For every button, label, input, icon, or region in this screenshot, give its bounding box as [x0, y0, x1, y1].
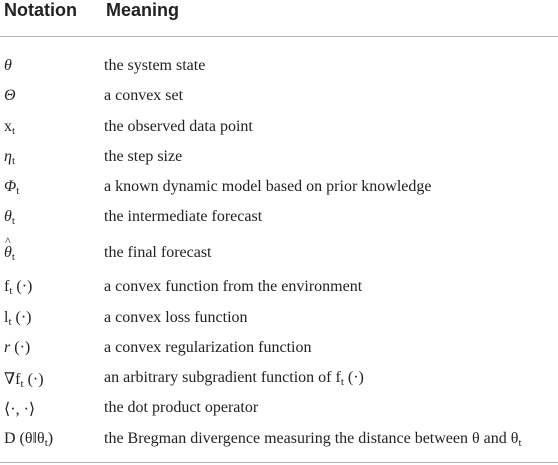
table-row — [0, 369, 558, 395]
meaning-cell: a convex set — [104, 87, 184, 104]
notation-cell — [4, 244, 15, 262]
symbol-args: (·) — [23, 371, 44, 388]
table-header — [0, 0, 558, 30]
meaning-text: an arbitrary subgradient function of f — [104, 369, 341, 386]
table-row — [0, 339, 558, 365]
symbol: ⟨·, ·⟩ — [4, 401, 36, 418]
header-notation: Notation — [4, 0, 77, 20]
symbol-subscript: t — [8, 316, 12, 328]
symbol: r — [4, 339, 11, 356]
table-row — [0, 399, 558, 425]
meaning-args: (·) — [343, 369, 364, 386]
table-row — [0, 309, 558, 335]
symbol-args: (·) — [11, 309, 32, 326]
symbol-subscript: t — [16, 185, 20, 197]
meaning-cell: the intermediate forecast — [104, 208, 263, 225]
meaning-cell: the system state — [104, 57, 206, 74]
symbol: Θ — [4, 87, 16, 104]
symbol-args: (·) — [12, 278, 33, 295]
symbol-hat: ^ θ — [4, 244, 12, 262]
symbol: θ — [4, 208, 12, 225]
notation-cell — [4, 57, 12, 75]
notation-cell — [4, 339, 30, 357]
meaning-cell: the observed data point — [104, 118, 253, 135]
symbol: l — [4, 309, 9, 326]
symbol: ∇f — [4, 371, 21, 388]
meaning-cell: a convex loss function — [104, 309, 248, 326]
symbol-args: ) — [47, 430, 54, 447]
table-bottom-rule — [0, 462, 558, 463]
symbol-subscript: t — [11, 155, 15, 167]
notation-cell — [4, 399, 35, 419]
symbol-subscript: t — [44, 437, 48, 449]
symbol: D (θ‖θ — [4, 430, 45, 447]
symbol-subscript: t — [11, 251, 15, 263]
meaning-cell: a known dynamic model based on prior knowledge — [104, 178, 432, 195]
meaning-subscript: t — [340, 376, 344, 388]
meaning-cell — [104, 430, 522, 448]
notation-cell — [4, 118, 15, 136]
meaning-cell: a convex function from the environment — [104, 278, 363, 295]
table-row — [0, 208, 558, 234]
meaning-subscript: t — [518, 437, 522, 449]
notation-cell — [4, 87, 16, 105]
notation-cell — [4, 369, 44, 389]
notation-cell — [4, 208, 15, 226]
table-row — [0, 118, 558, 144]
header-meaning: Meaning — [106, 0, 180, 20]
table-row — [0, 178, 558, 204]
meaning-cell — [104, 369, 364, 387]
table-row — [0, 57, 558, 83]
notation-cell — [4, 309, 32, 327]
notation-cell — [4, 278, 32, 296]
notation-cell — [4, 148, 15, 166]
meaning-cell: the dot product operator — [104, 399, 259, 416]
meaning-text: the Bregman divergence measuring the distance between θ and θ — [104, 430, 519, 447]
meaning-cell: the step size — [104, 148, 183, 165]
symbol-subscript: t — [11, 215, 15, 227]
symbol: f — [4, 278, 10, 295]
symbol-args: (·) — [10, 339, 31, 356]
header-divider — [0, 36, 558, 37]
symbol: Φ — [4, 178, 17, 195]
table-row — [0, 244, 558, 270]
symbol: θ — [4, 57, 12, 74]
symbol-subscript: t — [9, 285, 13, 297]
symbol: x — [4, 118, 12, 135]
meaning-cell: the final forecast — [104, 244, 212, 261]
meaning-cell: a convex regularization function — [104, 339, 312, 356]
notation-cell — [4, 430, 53, 448]
table-row — [0, 278, 558, 304]
table-row — [0, 148, 558, 174]
symbol-subscript: t — [12, 125, 16, 137]
table-row — [0, 430, 558, 456]
notation-cell — [4, 178, 19, 196]
symbol: η — [4, 148, 12, 165]
symbol-subscript: t — [20, 378, 24, 390]
table-row — [0, 87, 558, 113]
